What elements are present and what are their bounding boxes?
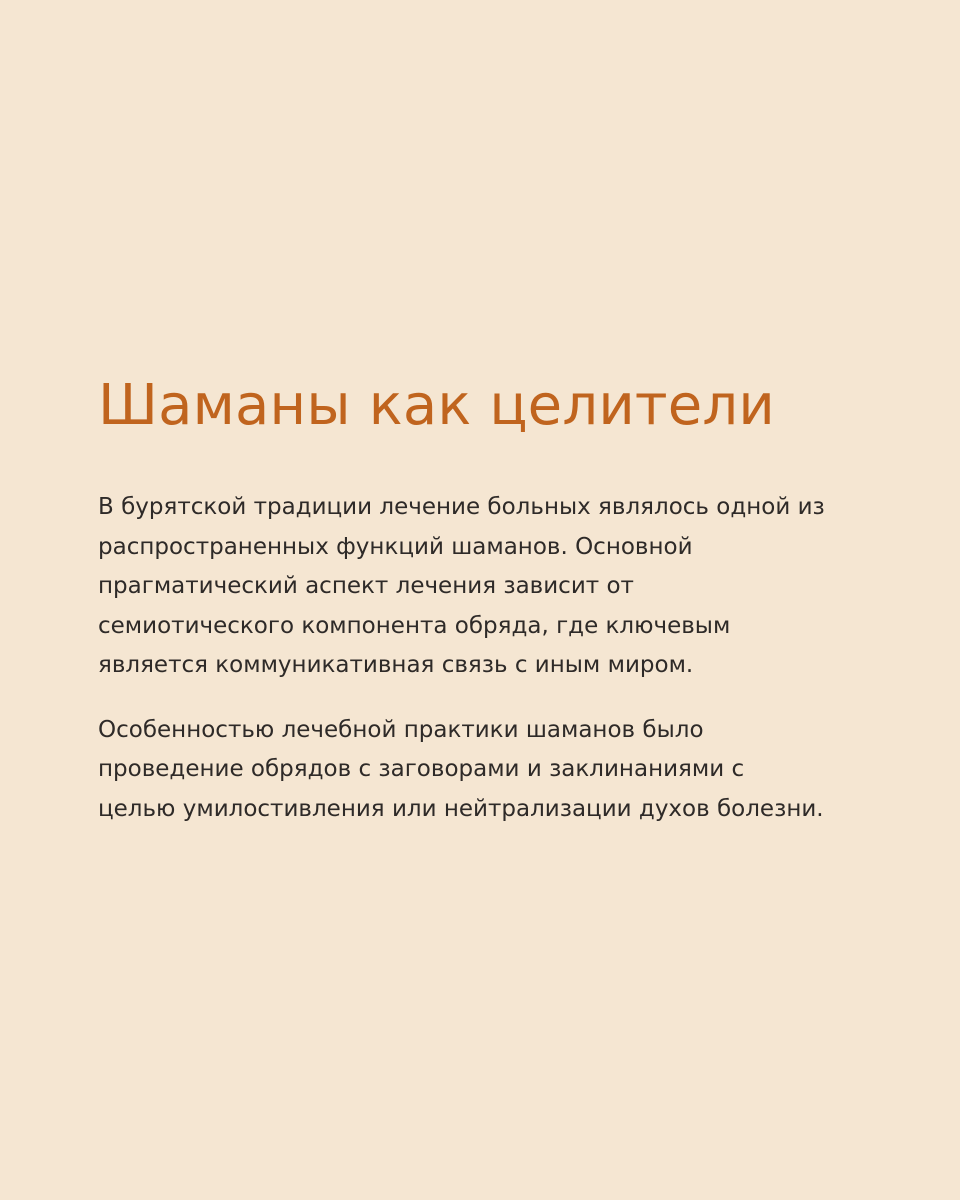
body-text <box>98 488 898 829</box>
slide-title: Шаманы как целители <box>98 373 775 438</box>
paragraph-line: В бурятской традиции лечение больных являлось одной из <box>98 494 825 520</box>
paragraph-line: Особенностью лечебной практики шаманов было <box>98 716 704 743</box>
paragraph-line: распространенных функций шаманов. Основной <box>98 533 693 560</box>
paragraph-line: семиотического компонента обряда, где ключевым <box>98 612 731 639</box>
paragraph-1 <box>98 488 898 686</box>
paragraph-line: является коммуникативная связь с иным миром. <box>98 652 694 678</box>
paragraph-line: проведение обрядов с заговорами и заклинаниями с <box>98 756 745 782</box>
paragraph-line: прагматический аспект лечения зависит от <box>98 573 634 599</box>
paragraph-line: целью умилостивления или нейтрализации духов болезни. <box>98 795 824 822</box>
paragraph-2 <box>98 711 898 830</box>
